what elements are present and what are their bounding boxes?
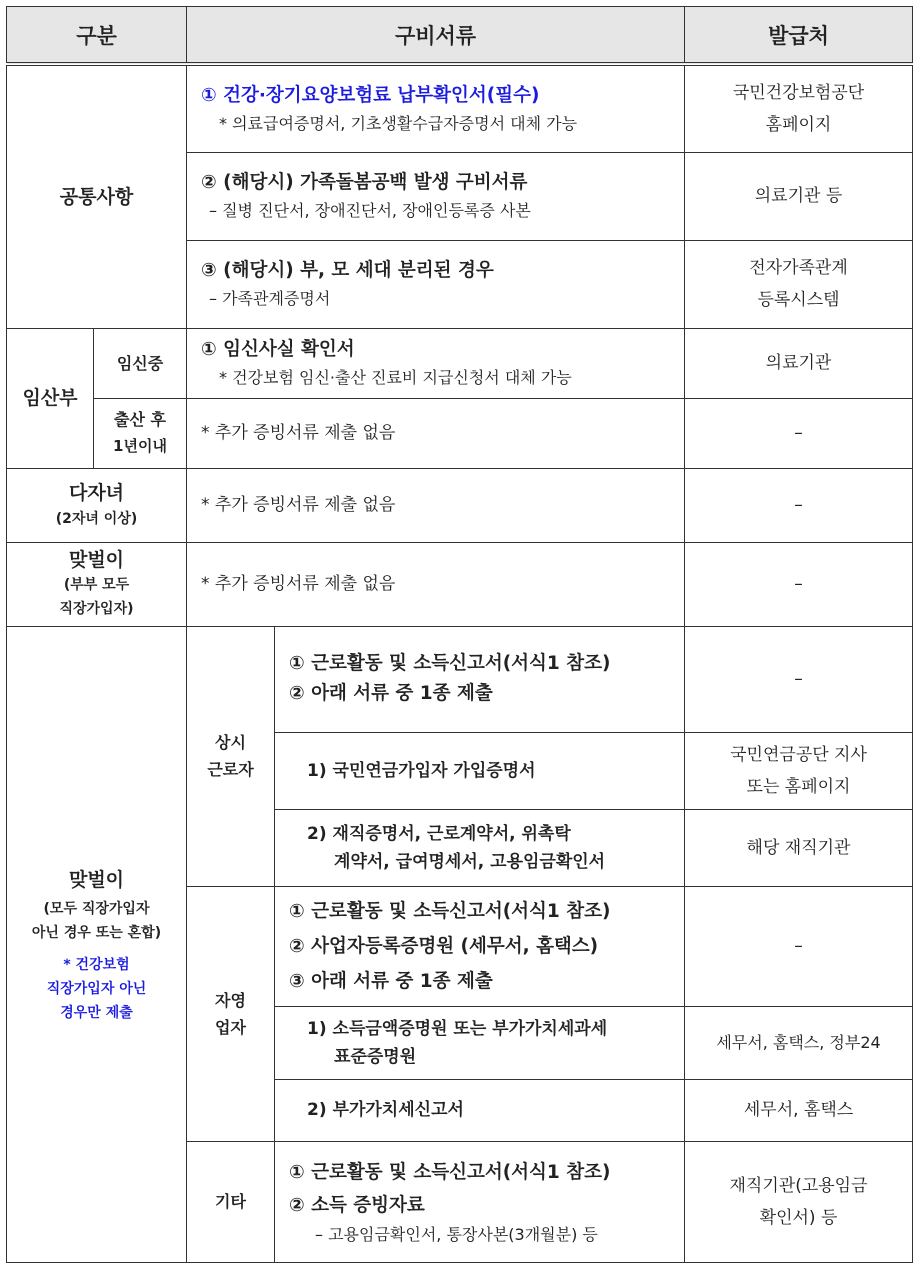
dual-income-b-label: 맞벌이 (모두 직장가입자 아닌 경우 또는 혼합) * 건강보험 직장가입자 아닌 경우만 제출 [7,626,187,1262]
common-label: 공통사항 [7,64,187,328]
pregnant-during-label: 임신중 [94,328,187,398]
doc-note: * 의료급여증명서, 기초생활수급자증명서 대체 가능 [219,113,578,133]
common-issuer-3: 전자가족관계 등록시스템 [685,240,913,328]
other-doc: ① 근로활동 및 소득신고서(서식1 참조) ② 소득 증빙자료 – 고용임금확인서, 통장사본(3개월분) 등 [275,1141,685,1262]
regular-item2-doc: 2) 재직증명서, 근로계약서, 위촉탁 계약서, 급여명세서, 고용임금확인서 [275,809,685,886]
pregnant-during-issuer: 의료기관 [685,328,913,398]
self-item2-issuer: 세무서, 홈택스 [685,1079,913,1141]
self-item2-doc: 2) 부가가치세신고서 [275,1079,685,1141]
pregnant-row-1 [7,328,913,398]
self-item1-issuer: 세무서, 홈택스, 정부24 [685,1006,913,1079]
regular-main-doc: ① 근로활동 및 소득신고서(서식1 참조) ② 아래 서류 중 1종 제출 [275,626,685,732]
dual-income-a-row [7,542,913,626]
regular-label: 상시 근로자 [187,626,275,886]
header-issuer: 발급처 [685,7,913,65]
common-doc-2 [187,152,685,240]
multi-child-doc: * 추가 증빙서류 제출 없음 [187,468,685,542]
header-category: 구분 [7,7,187,65]
header-row [7,7,913,65]
multi-child-row [7,468,913,542]
document-requirements-table [6,6,913,1263]
doc-main: ① 임신사실 확인서 [201,339,355,360]
common-issuer-1: 국민건강보험공단 홈페이지 [685,64,913,152]
pregnant-after-label: 출산 후 1년이내 [94,398,187,468]
self-main-doc: ① 근로활동 및 소득신고서(서식1 참조) ② 사업자등록증명원 (세무서, 홈택스) ③ 아래 서류 중 1종 제출 [275,886,685,1006]
header-documents: 구비서류 [187,7,685,65]
doc-main: ① 건강·장기요양보험료 납부확인서(필수) [201,84,540,106]
common-row-1 [7,64,913,152]
regular-main-issuer: – [685,626,913,732]
doc-note: * 건강보험 임신·출산 진료비 지급신청서 대체 가능 [219,368,572,387]
other-issuer: 재직기관(고용임금 확인서) 등 [685,1141,913,1262]
regular-item1-doc: 1) 국민연금가입자 가입증명서 [275,732,685,809]
dual-income-a-doc: * 추가 증빙서류 제출 없음 [187,542,685,626]
pregnant-after-issuer: – [685,398,913,468]
common-issuer-2: 의료기관 등 [685,152,913,240]
pregnant-during-doc [187,328,685,398]
doc-note: – 질병 진단서, 장애진단서, 장애인등록증 사본 [209,201,531,220]
regular-item1-issuer: 국민연금공단 지사 또는 홈페이지 [685,732,913,809]
self-employed-label: 자영 업자 [187,886,275,1141]
regular-item2-issuer: 해당 재직기관 [685,809,913,886]
common-doc-1 [187,64,685,152]
pregnant-label: 임산부 [7,328,94,468]
dual-income-a-label: 맞벌이 (부부 모두 직장가입자) [7,542,187,626]
pregnant-row-2 [7,398,913,468]
doc-main: ③ (해당시) 부, 모 세대 분리된 경우 [201,260,494,281]
dual-income-a-issuer: – [685,542,913,626]
doc-main: ② (해당시) 가족돌봄공백 발생 구비서류 [201,172,528,193]
regular-main-row [7,626,913,732]
multi-child-issuer: – [685,468,913,542]
other-label: 기타 [187,1141,275,1262]
self-item1-doc: 1) 소득금액증명원 또는 부가가치세과세 표준증명원 [275,1006,685,1079]
doc-note: – 가족관계증명서 [209,289,331,308]
self-main-issuer: – [685,886,913,1006]
multi-child-label: 다자녀 (2자녀 이상) [7,468,187,542]
common-doc-3 [187,240,685,328]
pregnant-after-doc: * 추가 증빙서류 제출 없음 [187,398,685,468]
